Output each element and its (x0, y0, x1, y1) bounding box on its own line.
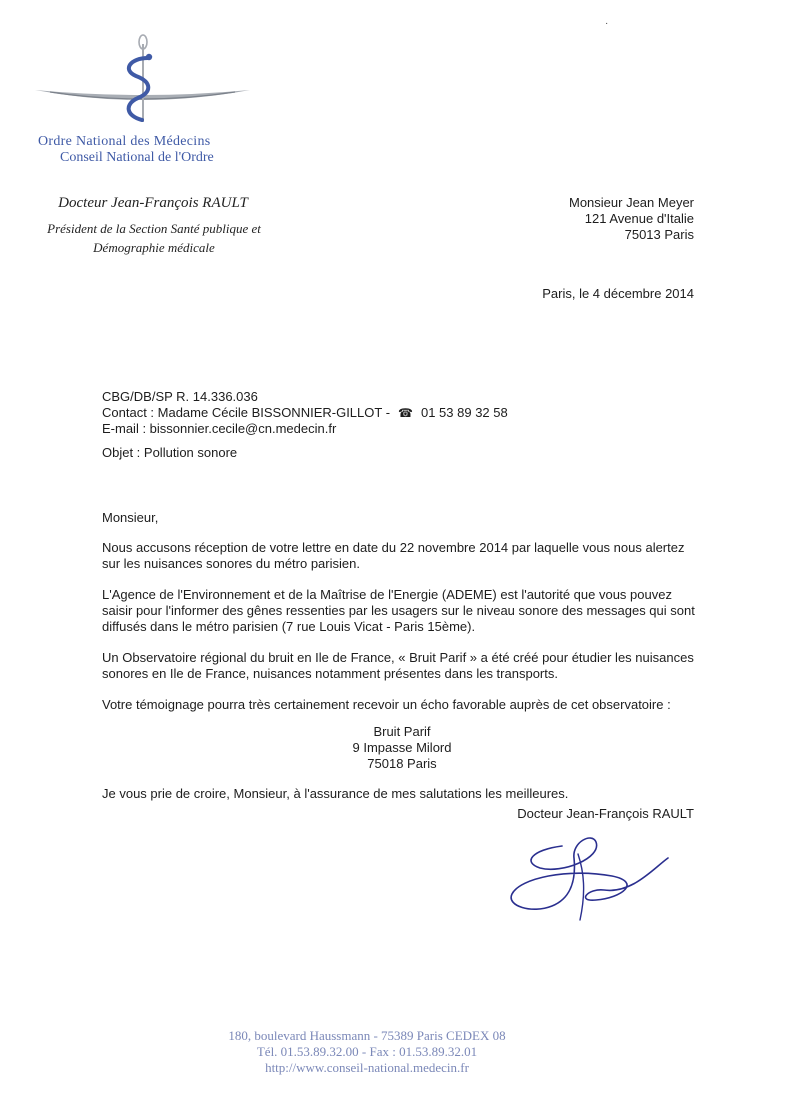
recipient-block (569, 195, 694, 243)
body-paragraph-4: Votre témoignage pourra très certainement recevoir un écho favorable auprès de cet observatoire : (102, 697, 671, 712)
ordre-logo-icon (30, 30, 255, 125)
address-line-2: 9 Impasse Milord (352, 740, 452, 755)
sender-name: Docteur Jean-François RAULT (58, 195, 248, 211)
salutation: Monsieur, (102, 510, 159, 525)
reference-number: CBG/DB/SP R. 14.336.036 (102, 389, 258, 404)
letter-body (102, 510, 702, 817)
footer-phone-fax: Tél. 01.53.89.32.00 - Fax : 01.53.89.32.01 (256, 1044, 478, 1059)
sender-role-line1: Président de la Section Santé publique et (47, 221, 261, 236)
references-block (102, 389, 508, 437)
phone-icon: ☎ (398, 406, 413, 420)
letter-date: Paris, le 4 décembre 2014 (542, 286, 694, 301)
closing-formula: Je vous prie de croire, Monsieur, à l'assurance de mes salutations les meilleures. (102, 786, 569, 801)
footer-address: 180, boulevard Haussmann - 75389 Paris CEDEX 08 (228, 1028, 506, 1043)
scan-speck: · (605, 18, 609, 29)
body-paragraph-3: Un Observatoire régional du bruit en Ile de France, « Bruit Parif » a été créé pour étudier les nuisances sonores en Ile de France, nuisances notamment présentes dans les transports. (102, 650, 694, 681)
recipient-name: Monsieur Jean Meyer (569, 195, 694, 210)
contact-phone: 01 53 89 32 58 (420, 405, 508, 420)
recipient-city: 75013 Paris (624, 227, 694, 242)
contact-line (102, 405, 508, 421)
letter-subject: Objet : Pollution sonore (102, 445, 238, 460)
org-subname: Conseil National de l'Ordre (60, 150, 214, 165)
address-line-1: Bruit Parif (373, 724, 431, 739)
sender-role (20, 219, 288, 257)
body-paragraph-1: Nous accusons réception de votre lettre en date du 22 novembre 2014 par laquelle vous nous alertez sur les nuisances sonores du métro parisien. (102, 540, 685, 571)
letter-footer (0, 1028, 734, 1076)
handwritten-signature-icon (492, 828, 672, 928)
footer-website-link[interactable]: http://www.conseil-national.medecin.fr (265, 1060, 469, 1075)
body-paragraph-2: L'Agence de l'Environnement et de la Maîtrise de l'Energie (ADEME) est l'autorité que vous pouvez saisir pour l'informer des gênes ressenties par les usagers sur le niveau sonore des messages qui sont diffusés dans le métro parisien (7 rue Louis Vicat - Paris 15ème). (102, 587, 695, 634)
contact-email: E-mail : bissonnier.cecile@cn.medecin.fr (102, 421, 337, 436)
recipient-street: 121 Avenue d'Italie (584, 211, 694, 226)
sender-role-line2: Démographie médicale (93, 240, 215, 255)
address-line-3: 75018 Paris (367, 756, 437, 771)
org-name: Ordre National des Médecins (38, 134, 211, 149)
signer-name: Docteur Jean-François RAULT (517, 806, 694, 821)
contact-person: Contact : Madame Cécile BISSONNIER-GILLOT - (102, 405, 391, 420)
bruitparif-address (102, 724, 702, 772)
